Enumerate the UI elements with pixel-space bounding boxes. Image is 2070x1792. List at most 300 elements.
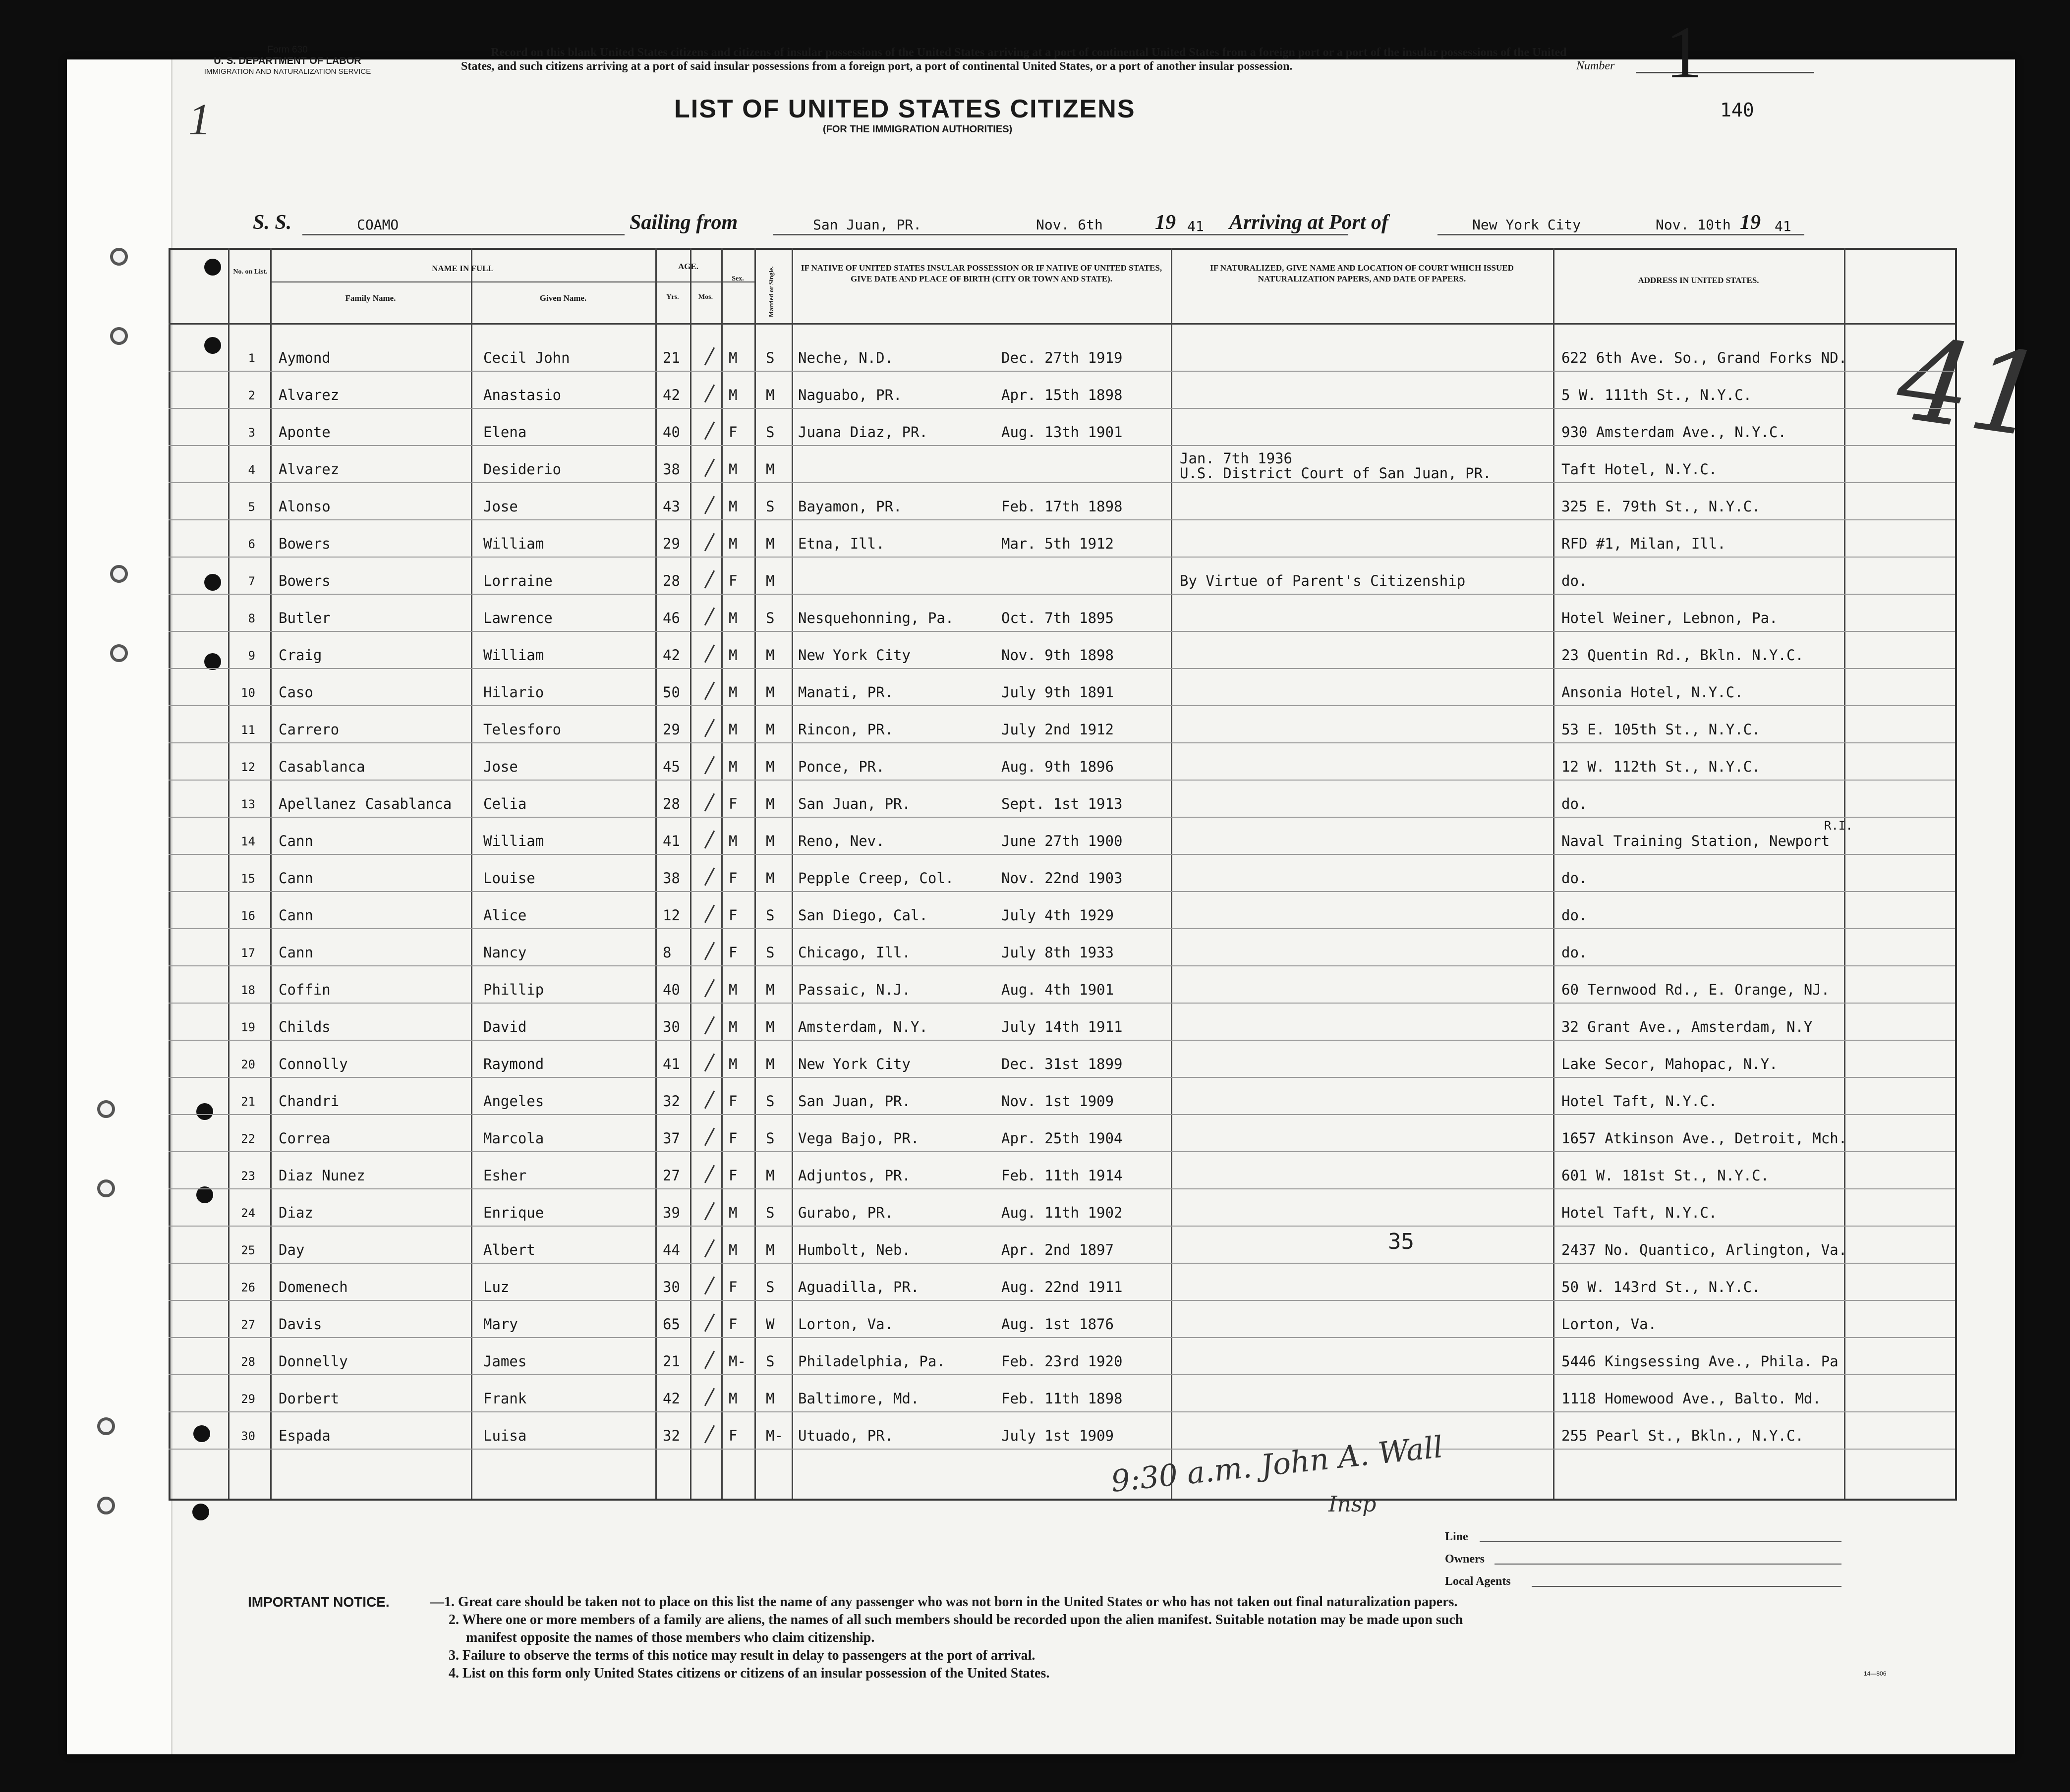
cell-family: Espada [279, 1427, 331, 1444]
cell-ms: M [766, 1056, 775, 1072]
cell-given: Cecil John [483, 349, 570, 366]
cell-address: 12 W. 112th St., N.Y.C. [1561, 758, 1761, 775]
cell-ms: M [766, 572, 775, 589]
cell-date: Sept. 1st 1913 [1001, 795, 1123, 812]
row-number: 2 [248, 389, 255, 402]
cell-sex: M [729, 610, 738, 626]
binder-ring [110, 565, 128, 583]
cell-age: 43 [663, 498, 680, 515]
row-number: 12 [241, 760, 255, 774]
cell-date: Feb. 11th 1914 [1001, 1167, 1123, 1184]
cell-given: Albert [483, 1241, 535, 1258]
cell-date: Feb. 23rd 1920 [1001, 1353, 1123, 1370]
row-rule [169, 1226, 1955, 1227]
cell-given: Enrique [483, 1204, 544, 1221]
cell-sex: F [729, 795, 738, 812]
cell-address: 1657 Atkinson Ave., Detroit, Mch. [1561, 1130, 1847, 1147]
cell-address: Taft Hotel, N.Y.C. [1561, 461, 1718, 478]
col-header-address: ADDRESS IN UNITED STATES. [1638, 276, 1759, 285]
cell-given: Lawrence [483, 610, 553, 626]
cell-address: RFD #1, Milan, Ill. [1561, 535, 1726, 552]
cell-family: Alvarez [279, 387, 340, 403]
cell-given: Anastasio [483, 387, 562, 403]
cell-age: 41 [663, 1056, 680, 1072]
cell-age: 29 [663, 535, 680, 552]
cell-date: July 8th 1933 [1001, 944, 1114, 961]
cell-age: 28 [663, 572, 680, 589]
cell-place: Ponce, PR. [798, 758, 885, 775]
row-number: 30 [241, 1429, 255, 1443]
list-number: 1 [1666, 11, 1703, 94]
cell-family: Alonso [279, 498, 331, 515]
row-number: 11 [241, 723, 255, 737]
header-rule [169, 323, 1955, 325]
col-divider [655, 248, 657, 1499]
cell-family: Butler [279, 610, 331, 626]
col-header-no: No. on List. [233, 268, 268, 276]
cell-place: Manati, PR. [798, 684, 894, 701]
col-header-given: Given Name. [539, 293, 587, 303]
cell-given: Louise [483, 870, 535, 887]
row-number: 6 [248, 537, 255, 551]
cell-given: Esher [483, 1167, 527, 1184]
cell-age: 32 [663, 1093, 680, 1110]
cell-place: Pepple Creep, Col. [798, 870, 954, 887]
cell-place: Rincon, PR. [798, 721, 894, 738]
cell-age: 38 [663, 870, 680, 887]
cell-family: Davis [279, 1316, 322, 1333]
cell-place: Utuado, PR. [798, 1427, 894, 1444]
cell-sex: M [729, 981, 738, 998]
binder-ring [97, 1417, 115, 1435]
cell-given: Luisa [483, 1427, 527, 1444]
col-divider [721, 248, 723, 1499]
cell-place: Humbolt, Neb. [798, 1241, 911, 1258]
cell-date: Aug. 22nd 1911 [1001, 1279, 1123, 1295]
row-number: 8 [248, 612, 255, 625]
cell-date: Oct. 7th 1895 [1001, 610, 1114, 626]
handwritten-mark: 1 [188, 95, 211, 144]
cell-address: Hotel Taft, N.Y.C. [1561, 1093, 1718, 1110]
notice-item-2: 2. Where one or more members of a family are aliens, the names of all such members should be recorded upon the alien manifest. Suitable notation may be made upon such [449, 1612, 1463, 1627]
print-code: 14—806 [1864, 1670, 1887, 1677]
cell-ms: M [766, 981, 775, 998]
cell-age: 29 [663, 721, 680, 738]
col-divider [471, 248, 472, 1499]
sailing-year-prefix: 19 [1155, 211, 1176, 234]
cell-sex: M [729, 758, 738, 775]
cell-age: 45 [663, 758, 680, 775]
cell-date: Nov. 1st 1909 [1001, 1093, 1114, 1110]
cell-date: Feb. 11th 1898 [1001, 1390, 1123, 1407]
row-rule [169, 668, 1955, 669]
cell-ms: S [766, 498, 775, 515]
cell-ms: M [766, 684, 775, 701]
cell-sex: F [729, 1316, 738, 1333]
cell-address: 601 W. 181st St., N.Y.C. [1561, 1167, 1770, 1184]
cell-nat-court: U.S. District Court of San Juan, PR. [1180, 465, 1492, 482]
cell-sex: M [729, 498, 738, 515]
cell-sex: M [729, 1018, 738, 1035]
binder-ring [110, 248, 128, 266]
cell-family: Dorbert [279, 1390, 340, 1407]
cell-address: Hotel Weiner, Lebnon, Pa. [1561, 610, 1778, 626]
cell-sex: M [729, 684, 738, 701]
cell-sex: M [729, 647, 738, 664]
cell-sex: F [729, 424, 738, 441]
row-number: 18 [241, 983, 255, 997]
cell-given: Jose [483, 498, 518, 515]
row-rule [169, 928, 1955, 929]
page-margin [67, 59, 172, 1754]
cell-given: Angeles [483, 1093, 544, 1110]
row-number: 14 [241, 835, 255, 848]
cell-ms: M [766, 387, 775, 403]
cell-address: do. [1561, 907, 1588, 924]
cell-given: Raymond [483, 1056, 544, 1072]
cell-age: 32 [663, 1427, 680, 1444]
cell-address: 1118 Homewood Ave., Balto. Md. [1561, 1390, 1821, 1407]
cell-place: Adjuntos, PR. [798, 1167, 911, 1184]
cell-place: Aguadilla, PR. [798, 1279, 920, 1295]
cell-given: Marcola [483, 1130, 544, 1147]
cell-address: 32 Grant Ave., Amsterdam, N.Y [1561, 1018, 1813, 1035]
cell-family: Carrero [279, 721, 340, 738]
row-number: 24 [241, 1206, 255, 1220]
cell-given: Phillip [483, 981, 544, 998]
row-rule [169, 891, 1955, 892]
cell-address: do. [1561, 944, 1588, 961]
row-number: 1 [248, 351, 255, 365]
cell-address: Ansonia Hotel, N.Y.C. [1561, 684, 1743, 701]
row-rule [169, 965, 1955, 966]
cell-address: 255 Pearl St., Bkln., N.Y.C. [1561, 1427, 1804, 1444]
col-divider [1553, 248, 1554, 1499]
row-rule [169, 1003, 1955, 1004]
cell-age: 30 [663, 1279, 680, 1295]
cell-age: 65 [663, 1316, 680, 1333]
row-rule [169, 705, 1955, 706]
cell-place: Vega Bajo, PR. [798, 1130, 920, 1147]
row-rule [169, 854, 1955, 855]
cell-family: Apellanez Casablanca [279, 795, 452, 812]
row-rule [169, 817, 1955, 818]
cell-date: Aug. 13th 1901 [1001, 424, 1123, 441]
line-label: Line [1445, 1530, 1468, 1543]
record-instructions: Record on this blank United States citizens and citizens of insular possessions of the United States arriving at a port of continental United States from a foreign port or a port of the insular possessions of the United States, and such citizens arriving at a port of said insular possessions from a foreign port, a port of continental United States, or a port of another insular possession. [461, 46, 1567, 73]
cell-family: Coffin [279, 981, 331, 998]
cell-sex: M [729, 833, 738, 849]
cell-given: Hilario [483, 684, 544, 701]
cell-ms: M [766, 795, 775, 812]
department-name: U. S. DEPARTMENT OF LABOR [214, 56, 361, 66]
row-number: 27 [241, 1318, 255, 1332]
col-divider [270, 248, 272, 1499]
arriving-year-prefix: 19 [1740, 211, 1761, 234]
row-rule [169, 594, 1955, 595]
cell-date: Mar. 5th 1912 [1001, 535, 1114, 552]
cell-age: 44 [663, 1241, 680, 1258]
cell-ms: S [766, 944, 775, 961]
cell-age: 21 [663, 349, 680, 366]
row-rule [169, 1040, 1955, 1041]
row-number: 13 [241, 797, 255, 811]
page-title: LIST OF UNITED STATES CITIZENS [674, 95, 1136, 123]
page-number: 140 [1720, 99, 1754, 121]
cell-address: 53 E. 105th St., N.Y.C. [1561, 721, 1761, 738]
row-number: 15 [241, 872, 255, 886]
form-identifier [173, 45, 402, 77]
cell-family: Connolly [279, 1056, 348, 1072]
row-rule [169, 1077, 1955, 1078]
cell-sex: F [729, 944, 738, 961]
cell-ms: M [766, 1018, 775, 1035]
col-header-sex: Sex. [732, 275, 744, 282]
row-number: 25 [241, 1243, 255, 1257]
sailing-port: San Juan, PR. [813, 217, 922, 233]
binder-ring [110, 644, 128, 662]
cell-family: Donnelly [279, 1353, 348, 1370]
cell-date: Nov. 22nd 1903 [1001, 870, 1123, 887]
cell-ms: S [766, 1353, 775, 1370]
cell-age: 50 [663, 684, 680, 701]
cell-age: 27 [663, 1167, 680, 1184]
col-header-married: Married or Single. [767, 266, 775, 317]
cell-age: 40 [663, 981, 680, 998]
ss-label: S. S. [253, 211, 292, 234]
cell-sex: M [729, 1241, 738, 1258]
cell-address-note: R.I. [1824, 819, 1853, 833]
cell-sex: F [729, 1279, 738, 1295]
arriving-port: New York City [1472, 217, 1581, 233]
cell-place: Chicago, Ill. [798, 944, 911, 961]
cell-ms: M [766, 1241, 775, 1258]
owners-label: Owners [1445, 1553, 1485, 1566]
col-header-family: Family Name. [345, 293, 396, 303]
row-number: 4 [248, 463, 255, 477]
cell-nat: Jan. 7th 1936 [1180, 450, 1292, 467]
cell-date: Aug. 4th 1901 [1001, 981, 1114, 998]
cell-family: Craig [279, 647, 322, 664]
cell-sex: F [729, 907, 738, 924]
cell-sex: M [729, 1204, 738, 1221]
cell-age: 40 [663, 424, 680, 441]
cell-given: Lorraine [483, 572, 553, 589]
cell-address: Hotel Taft, N.Y.C. [1561, 1204, 1718, 1221]
cell-family: Day [279, 1241, 305, 1258]
cell-address: Lorton, Va. [1561, 1316, 1657, 1333]
cell-sex: F [729, 870, 738, 887]
inspector-title: Insp [1328, 1492, 1377, 1517]
cell-sex: F [729, 1093, 738, 1110]
cell-family: Cann [279, 944, 313, 961]
cell-age: 41 [663, 833, 680, 849]
binder-ring [97, 1100, 115, 1118]
row-rule [169, 1114, 1955, 1115]
cell-sex: F [729, 1167, 738, 1184]
cell-ms: S [766, 1279, 775, 1295]
cell-place: Gurabo, PR. [798, 1204, 894, 1221]
cell-date: Dec. 27th 1919 [1001, 349, 1123, 366]
cell-date: July 14th 1911 [1001, 1018, 1123, 1035]
number-underline [1636, 72, 1814, 73]
row-number: 7 [248, 574, 255, 588]
row-number: 21 [241, 1095, 255, 1109]
row-rule [169, 445, 1955, 446]
number-label: Number [1576, 59, 1615, 72]
row-number: 16 [241, 909, 255, 923]
binder-ring [97, 1179, 115, 1197]
cell-sex: M [729, 349, 738, 366]
cell-given: Jose [483, 758, 518, 775]
cell-nat: By Virtue of Parent's Citizenship [1180, 572, 1466, 589]
cell-ms: S [766, 1130, 775, 1147]
col-divider [690, 248, 691, 1499]
cell-ms: S [766, 424, 775, 441]
service-name: IMMIGRATION AND NATURALIZATION SERVICE [204, 67, 371, 76]
binder-hole [192, 1504, 209, 1520]
cell-family: Caso [279, 684, 313, 701]
row-rule [169, 1337, 1955, 1338]
stamp-number: 35 [1388, 1229, 1414, 1254]
cell-family: Chandri [279, 1093, 340, 1110]
cell-address: 325 E. 79th St., N.Y.C. [1561, 498, 1761, 515]
cell-family: Correa [279, 1130, 331, 1147]
row-number: 17 [241, 946, 255, 960]
row-rule [169, 482, 1955, 483]
col-header-yrs: Yrs. [666, 293, 679, 301]
row-rule [169, 408, 1955, 409]
cell-address: 60 Ternwood Rd., E. Orange, NJ. [1561, 981, 1830, 998]
sailing-date: Nov. 6th [1036, 217, 1103, 233]
cell-family: Bowers [279, 535, 331, 552]
row-number: 28 [241, 1355, 255, 1369]
cell-age: 12 [663, 907, 680, 924]
row-number: 10 [241, 686, 255, 700]
cell-date: June 27th 1900 [1001, 833, 1123, 849]
notice-item-3: 3. Failure to observe the terms of this notice may result in delay to passengers at the port of arrival. [449, 1648, 1035, 1663]
cell-ms: M [766, 758, 775, 775]
cell-age: 21 [663, 1353, 680, 1370]
col-divider [1171, 248, 1172, 1499]
col-header-age: AGE. [678, 262, 699, 271]
cell-given: Celia [483, 795, 527, 812]
cell-place: Bayamon, PR. [798, 498, 902, 515]
cell-ms: S [766, 1093, 775, 1110]
row-number: 29 [241, 1392, 255, 1406]
cell-family: Aymond [279, 349, 331, 366]
line-field [1480, 1541, 1841, 1542]
cell-address: 930 Amsterdam Ave., N.Y.C. [1561, 424, 1786, 441]
row-rule [169, 557, 1955, 558]
cell-given: Frank [483, 1390, 527, 1407]
binder-ring [97, 1497, 115, 1514]
row-number: 23 [241, 1169, 255, 1183]
row-number: 26 [241, 1281, 255, 1294]
cell-given: David [483, 1018, 527, 1035]
cell-given: Mary [483, 1316, 518, 1333]
cell-ms: M [766, 833, 775, 849]
cell-family: Diaz [279, 1204, 313, 1221]
ship-name: COAMO [357, 217, 399, 233]
cell-age: 46 [663, 610, 680, 626]
cell-given: William [483, 647, 544, 664]
cell-date: Feb. 17th 1898 [1001, 498, 1123, 515]
cell-date: Nov. 9th 1898 [1001, 647, 1114, 664]
row-number: 9 [248, 649, 255, 663]
arriving-year: 41 [1775, 218, 1791, 234]
agents-field [1532, 1586, 1841, 1587]
cell-family: Cann [279, 907, 313, 924]
row-number: 19 [241, 1020, 255, 1034]
row-rule [169, 780, 1955, 781]
cell-age: 42 [663, 387, 680, 403]
cell-ms: M [766, 647, 775, 664]
cell-age: 42 [663, 1390, 680, 1407]
row-rule [169, 742, 1955, 743]
cell-address: do. [1561, 795, 1588, 812]
cell-given: Desiderio [483, 461, 562, 478]
page-subtitle: (FOR THE IMMIGRATION AUTHORITIES) [823, 124, 1013, 135]
cell-family: Cann [279, 833, 313, 849]
cell-ms: M [766, 461, 775, 478]
cell-address: 622 6th Ave. So., Grand Forks ND. [1561, 349, 1847, 366]
cell-place: Juana Diaz, PR. [798, 424, 928, 441]
cell-sex: M- [729, 1353, 746, 1370]
cell-ms: S [766, 1204, 775, 1221]
cell-place: San Diego, Cal. [798, 907, 928, 924]
cell-place: Nesquehonning, Pa. [798, 610, 954, 626]
cell-given: William [483, 833, 544, 849]
cell-ms: M [766, 870, 775, 887]
cell-sex: M [729, 721, 738, 738]
row-rule [169, 1449, 1955, 1450]
col-header-naturalized: IF NATURALIZED, GIVE NAME AND LOCATION OF COURT WHICH ISSUED NATURALIZATION PAPERS, AND DATE OF PAPERS. [1210, 263, 1514, 283]
row-rule [169, 1374, 1955, 1375]
cell-date: Apr. 25th 1904 [1001, 1130, 1123, 1147]
cell-place: Reno, Nev. [798, 833, 885, 849]
cell-place: San Juan, PR. [798, 795, 911, 812]
col-header-birth: IF NATIVE OF UNITED STATES INSULAR POSSESSION OR IF NATIVE OF UNITED STATES, GIVE DATE AND PLACE OF BIRTH (CITY OR TOWN AND STATE). [801, 263, 1162, 283]
cell-sex: F [729, 1130, 738, 1147]
owners-field [1495, 1564, 1841, 1565]
cell-date: Dec. 31st 1899 [1001, 1056, 1123, 1072]
cell-family: Cann [279, 870, 313, 887]
row-number: 20 [241, 1058, 255, 1071]
cell-date: July 9th 1891 [1001, 684, 1114, 701]
cell-family: Alvarez [279, 461, 340, 478]
cell-ms: M [766, 1390, 775, 1407]
cell-sex: M [729, 387, 738, 403]
header-rule [270, 281, 756, 282]
row-rule [169, 1263, 1955, 1264]
sailing-year: 41 [1187, 218, 1204, 234]
cell-ms: M- [766, 1427, 783, 1444]
row-number: 22 [241, 1132, 255, 1146]
cell-address: Naval Training Station, Newport [1561, 833, 1830, 849]
cell-age: 8 [663, 944, 672, 961]
cell-place: New York City [798, 647, 911, 664]
cell-ms: W [766, 1316, 775, 1333]
cell-age: 42 [663, 647, 680, 664]
cell-date: Apr. 15th 1898 [1001, 387, 1123, 403]
agents-label: Local Agents [1445, 1575, 1511, 1588]
cell-age: 38 [663, 461, 680, 478]
row-rule [169, 1188, 1955, 1189]
cell-family: Aponte [279, 424, 331, 441]
col-header-name: NAME IN FULL [432, 264, 494, 273]
cell-sex: M [729, 1056, 738, 1072]
